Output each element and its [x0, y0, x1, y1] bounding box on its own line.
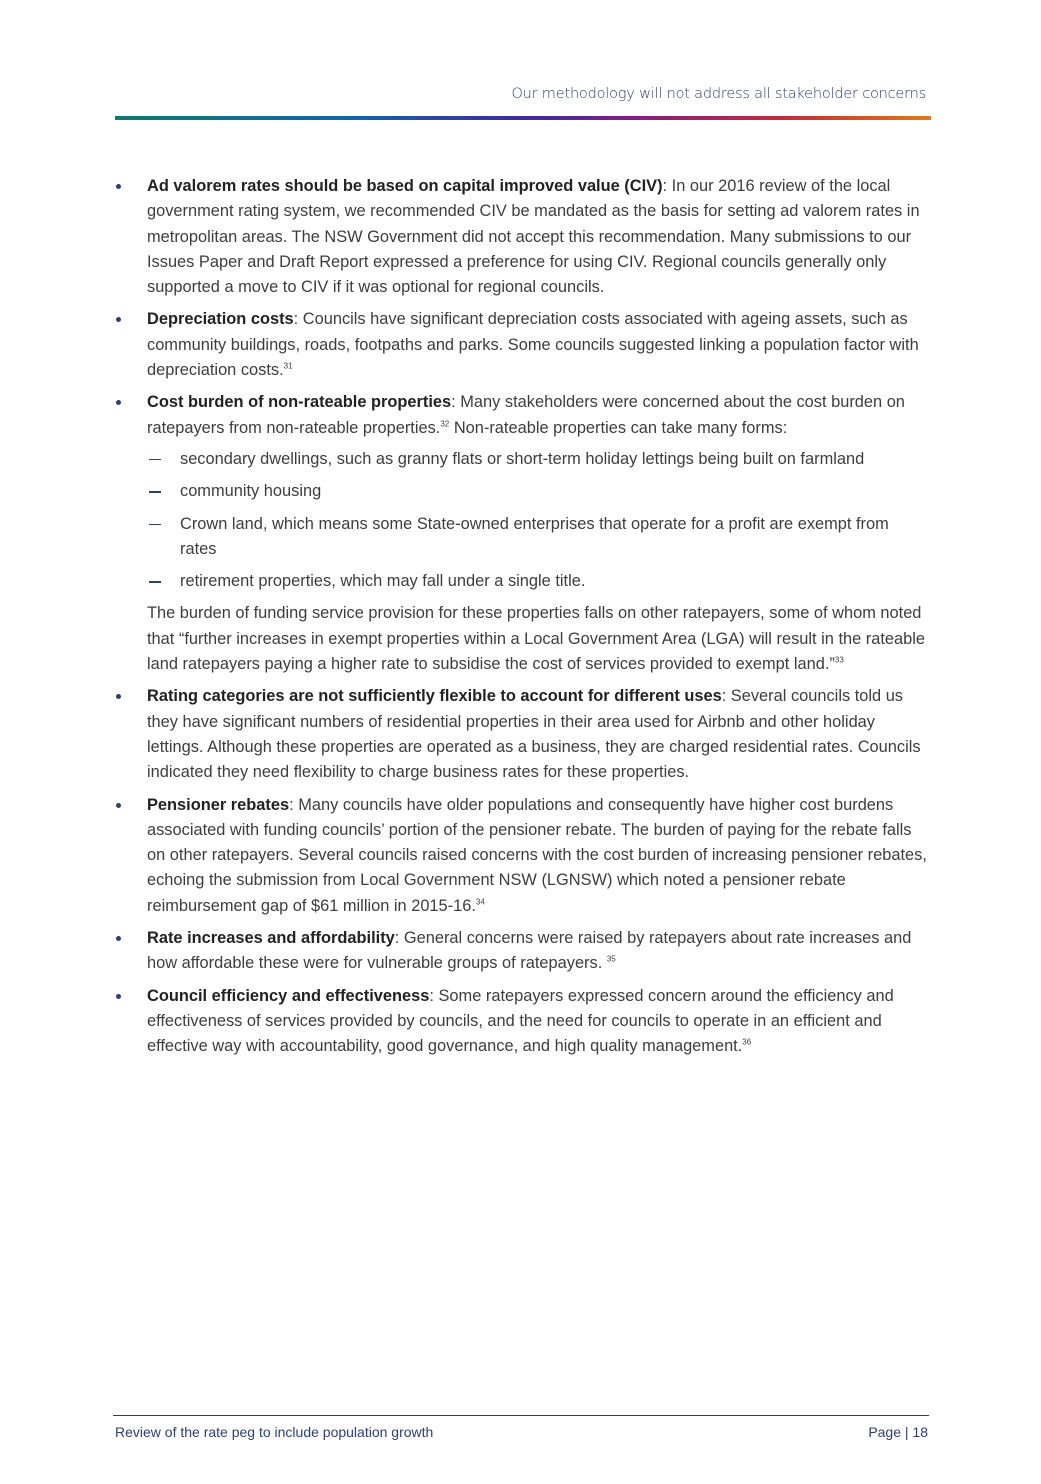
dash-icon — [149, 581, 161, 582]
sub-list-item — [147, 447, 927, 472]
list-item-body-continued: Non-rateable properties can take many forms: — [449, 418, 788, 437]
bullet-icon — [116, 803, 121, 808]
footnote-ref[interactable]: 31 — [283, 361, 293, 371]
concerns-list — [115, 174, 927, 1060]
sub-list — [147, 447, 927, 594]
list-item-text — [147, 793, 927, 919]
list-item-civ — [115, 174, 927, 300]
list-item-heading: Pensioner rebates — [147, 795, 290, 814]
footnote-ref[interactable]: 33 — [834, 655, 844, 665]
list-item-heading: Depreciation costs — [147, 310, 294, 329]
list-item-text — [147, 984, 927, 1060]
list-item-heading: Rate increases and affordability — [147, 929, 395, 948]
bullet-icon — [116, 317, 121, 322]
footnote-ref[interactable]: 34 — [475, 897, 485, 907]
list-item-body: : Some ratepayers expressed concern around the efficiency and effectiveness of services provided by councils, and the need for councils to operate in an efficient and effective way with accountability, good governance, and high quality management. — [147, 986, 894, 1056]
list-item-body: : General concerns were raised by ratepayers about rate increases and how affordable these were for vulnerable groups of ratepayers. — [147, 929, 912, 973]
sub-list-item — [147, 569, 927, 594]
list-item-text — [147, 684, 927, 785]
footer-rule — [113, 1415, 929, 1416]
dash-icon — [149, 459, 161, 460]
list-item-text — [147, 174, 927, 300]
list-item-heading: Cost burden of non-rateable properties — [147, 393, 452, 412]
sub-list-item-text: secondary dwellings, such as granny flats or short-term holiday lettings being built on farmland — [180, 449, 865, 468]
list-item-rate-increases — [115, 926, 927, 977]
list-item-heading: Council efficiency and effectiveness — [147, 986, 430, 1005]
bullet-icon — [116, 994, 121, 999]
running-header: Our methodology will not address all stakeholder concerns — [511, 86, 926, 102]
body-content — [115, 174, 927, 1067]
list-item-text — [147, 390, 927, 441]
list-item-heading: Rating categories are not sufficiently flexible to account for different uses — [147, 687, 722, 706]
list-item-depreciation — [115, 307, 927, 383]
dash-icon — [149, 491, 161, 492]
list-item-body: : Many councils have older populations and consequently have higher cost burdens associated with funding councils’ portion of the pensioner rebate. The burden of paying for the rebate falls on other ratepayers. Several councils raised concerns with the cost burden of increasing pensioner rebates, echoing the submission from Local Government NSW (LGNSW) which noted a pensioner rebate reimbursement gap of $61 million in 2015-16. — [147, 795, 927, 915]
footer-page-number: Page | 18 — [868, 1424, 928, 1440]
list-item-body: : Several councils told us they have significant numbers of residential properties in their area used for Airbnb and other holiday lettings. Although these properties are operated as a business, they are charged residential rates. Councils indicated they need flexibility to charge business rates for these properties. — [147, 687, 921, 782]
list-item-pensioner-rebates — [115, 793, 927, 919]
header-gradient-rule — [115, 116, 931, 120]
sub-list-item-text: community housing — [180, 482, 322, 501]
list-item-body: : Many stakeholders were concerned about the cost burden on ratepayers from non-rateable properties. — [147, 393, 905, 437]
bullet-icon — [116, 936, 121, 941]
list-item-rating-categories — [115, 684, 927, 785]
list-item-body: : Councils have significant depreciation costs associated with ageing assets, such as community buildings, roads, footpaths and parks. Some councils suggested linking a population factor with depreciation costs. — [147, 310, 919, 380]
sub-list-item-text: retirement properties, which may fall under a single title. — [180, 572, 586, 591]
list-item-text — [147, 307, 927, 383]
continuation-text: The burden of funding service provision for these properties falls on other ratepayers, some of whom noted that “further increases in exempt properties within a Local Government Area (LGA) will result in the rateable land ratepayers paying a higher rate to subsidise the cost of services provided to exempt land.” — [147, 604, 926, 674]
bullet-icon — [116, 400, 121, 405]
list-item-council-efficiency — [115, 984, 927, 1060]
sub-list-item — [147, 479, 927, 504]
footnote-ref[interactable]: 32 — [440, 419, 450, 429]
footnote-ref[interactable]: 36 — [742, 1037, 752, 1047]
bullet-icon — [116, 694, 121, 699]
list-item-non-rateable — [115, 390, 927, 677]
dash-icon — [149, 524, 161, 525]
footer-document-title: Review of the rate peg to include population growth — [115, 1424, 434, 1440]
list-item-continuation — [147, 601, 927, 677]
list-item-text — [147, 926, 927, 977]
list-item-heading: Ad valorem rates should be based on capital improved value (CIV) — [147, 177, 663, 195]
bullet-icon — [116, 184, 121, 189]
sub-list-item-text: Crown land, which means some State-owned enterprises that operate for a profit are exempt from rates — [180, 514, 889, 558]
list-item-body: : In our 2016 review of the local government rating system, we recommended CIV be mandated as the basis for setting ad valorem rates in metropolitan areas. The NSW Government did not accept this recommendation. Many submissions to our Issues Paper and Draft Report expressed a preference for using CIV. Regional councils generally only supported a move to CIV if it was optional for regional councils. — [147, 177, 920, 297]
footnote-ref[interactable]: 35 — [606, 954, 616, 964]
sub-list-item — [147, 512, 927, 563]
